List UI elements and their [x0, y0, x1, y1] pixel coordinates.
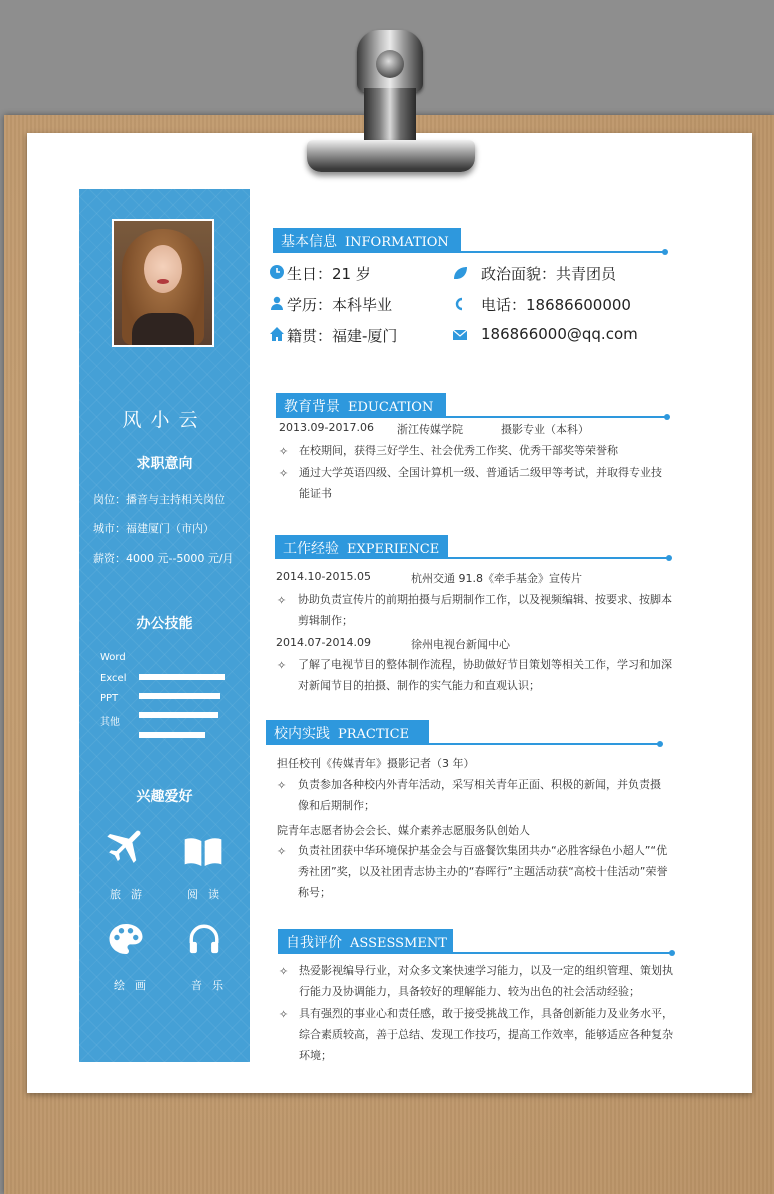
- skill-bar-other: [139, 712, 218, 718]
- leaf-icon: [452, 265, 468, 281]
- section-dot-assessment: [669, 950, 675, 956]
- skill-bar-ppt: [139, 693, 220, 699]
- profile-photo: [112, 219, 214, 347]
- hobby-label-painting: 绘画: [114, 979, 156, 992]
- skill-label-other: 其他: [100, 717, 120, 728]
- bullet-icon: ✧: [279, 1008, 289, 1021]
- book-icon: [183, 834, 223, 868]
- section-title-experience-cn: 工作经验: [283, 541, 339, 557]
- user-icon: [269, 295, 285, 311]
- job-desc: 协助负责宣传片的前期拍摄与后期制作工作，以及视频编辑、按要求、按脚本剪辑制作；: [298, 593, 672, 627]
- section-header-assessment: [278, 929, 453, 953]
- section-title-practice-cn: 校内实践: [274, 726, 330, 742]
- clock-icon: [269, 264, 285, 280]
- hobby-label-reading: 阅读: [187, 888, 229, 901]
- skills-heading: 办公技能: [136, 616, 193, 632]
- info-hometown: 籍贯：福建-厦门: [287, 327, 398, 345]
- job-intention-heading: 求职意向: [136, 456, 193, 472]
- assessment-item: 热爱影视编导行业，对众多文案快速学习能力，以及一定的组织管理、策划执行能力及协调能力，具备较好的理解能力、较为出色的社会活动经验；: [299, 964, 673, 998]
- binder-clip-neck: [364, 88, 416, 148]
- hobbies-heading: 兴趣爱好: [136, 789, 193, 805]
- bullet-icon: ✧: [279, 445, 289, 458]
- section-dot-education: [664, 414, 670, 420]
- section-dot-experience: [666, 555, 672, 561]
- candidate-name: 风小云: [122, 409, 207, 431]
- practice-desc: 负责参加各种校内外青年活动，采写相关青年正面、积极的新闻，并负责摄像和后期制作；: [298, 778, 661, 812]
- section-title-practice-en: PRACTICE: [338, 727, 410, 742]
- practice-role: 担任校刊《传媒青年》摄影记者（3 年）: [277, 757, 475, 770]
- job-period: 2014.07-2014.09: [276, 636, 371, 649]
- practice-desc: 负责社团获中华环境保护基金会与百盛餐饮集团共办“必胜客绿色小超人”“优秀社团”奖，以及社团青志协主办的“春晖行”主题活动获“高校十佳活动”荣誉称号；: [298, 844, 668, 899]
- bullet-icon: ✧: [277, 659, 287, 672]
- education-school: 浙江传媒学院: [397, 423, 463, 436]
- hobby-label-travel: 旅游: [110, 888, 152, 901]
- hobby-label-music: 音乐: [191, 979, 233, 992]
- info-political: 政治面貌：共青团员: [481, 265, 617, 283]
- airplane-icon: [103, 827, 145, 869]
- section-dot-practice: [657, 741, 663, 747]
- skill-label-excel: Excel: [100, 673, 127, 684]
- section-line-practice: [266, 743, 659, 745]
- practice-role: 院青年志愿者协会会长、媒介素养志愿服务队创始人: [277, 824, 530, 837]
- section-header-education: [276, 393, 446, 417]
- binder-clip-hole: [376, 50, 404, 78]
- bullet-icon: ✧: [279, 965, 289, 978]
- education-major: 摄影专业（本科）: [501, 423, 589, 436]
- job-salary: 薪资：4000 元--5000 元/月: [93, 552, 234, 565]
- section-title-basic-en: INFORMATION: [345, 235, 449, 250]
- mail-icon: [452, 327, 468, 343]
- bullet-icon: ✧: [277, 779, 287, 792]
- headphones-icon: [187, 922, 221, 956]
- job-period: 2014.10-2015.05: [276, 570, 371, 583]
- bullet-icon: ✧: [277, 845, 287, 858]
- job-org: 杭州交通 91.8《牵手基金》宣传片: [411, 572, 582, 585]
- section-title-basic-cn: 基本信息: [281, 234, 337, 250]
- education-item: 在校期间，获得三好学生、社会优秀工作奖、优秀干部奖等荣誉称: [299, 444, 618, 457]
- section-line-basic: [273, 251, 665, 253]
- info-email: 186866000@qq.com: [481, 325, 638, 343]
- phone-icon: [452, 296, 468, 312]
- job-position: 岗位：播音与主持相关岗位: [93, 493, 225, 506]
- bullet-icon: ✧: [279, 467, 289, 480]
- section-title-assessment-en: ASSESSMENT: [350, 936, 447, 951]
- skill-label-ppt: PPT: [100, 693, 119, 704]
- skill-label-word: Word: [100, 652, 126, 663]
- section-line-assessment: [278, 952, 671, 954]
- education-item: 通过大学英语四级、全国计算机一级、普通话二级甲等考试，并取得专业技能证书: [299, 466, 662, 500]
- section-header-experience: [275, 535, 448, 559]
- sidebar: [79, 189, 250, 1062]
- bullet-icon: ✧: [277, 594, 287, 607]
- section-line-experience: [275, 557, 668, 559]
- section-dot-basic: [662, 249, 668, 255]
- info-birthday: 生日：21 岁: [287, 265, 371, 283]
- education-period: 2013.09-2017.06: [279, 421, 374, 434]
- assessment-item: 具有强烈的事业心和责任感，敢于接受挑战工作，具备创新能力及业务水平，综合素质较高，善于总结、发现工作技巧，提高工作效率，能够适应各种复杂环境；: [299, 1007, 673, 1062]
- section-title-education-en: EDUCATION: [348, 400, 434, 415]
- job-city: 城市：福建厦门（市内）: [93, 522, 214, 535]
- section-header-practice: [266, 720, 429, 744]
- section-title-assessment-cn: 自我评价: [286, 935, 342, 951]
- home-icon: [269, 326, 285, 342]
- palette-icon: [108, 922, 144, 956]
- job-org: 徐州电视台新闻中心: [411, 638, 510, 651]
- job-desc: 了解了电视节目的整体制作流程，协助做好节目策划等相关工作，学习和加深对新闻节目的拍摄、制作的实气能力和直观认识；: [298, 658, 672, 692]
- section-title-education-cn: 教育背景: [284, 399, 340, 415]
- info-phone: 电话：18686600000: [481, 296, 631, 314]
- skill-bar-excel: [139, 674, 225, 680]
- section-title-experience-en: EXPERIENCE: [347, 542, 440, 557]
- skill-bar-extra: [139, 732, 205, 738]
- info-education: 学历：本科毕业: [287, 296, 393, 314]
- section-header-basic: [273, 228, 461, 252]
- section-line-education: [276, 416, 666, 418]
- binder-clip-bar: [307, 140, 475, 172]
